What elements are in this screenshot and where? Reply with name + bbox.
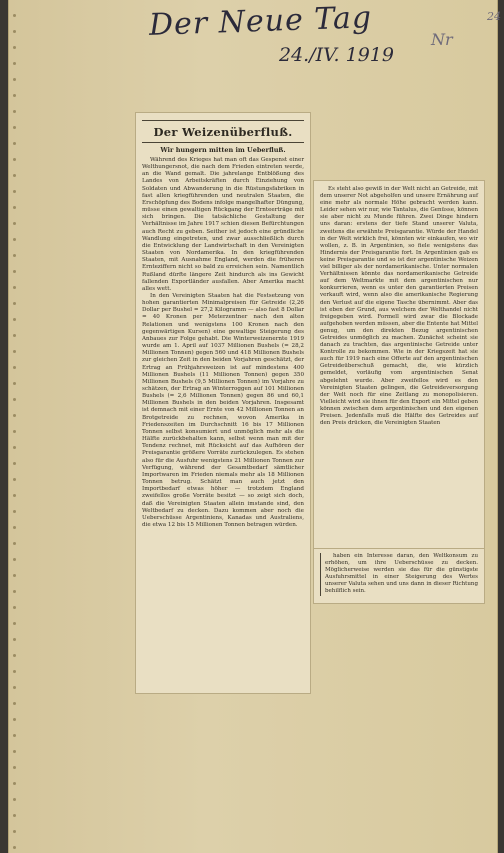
perforation-dot [13, 238, 16, 241]
perforation-dot [13, 414, 16, 417]
perforation-dot [13, 830, 16, 833]
perforation-dot [13, 302, 16, 305]
perforation-dot [13, 526, 16, 529]
perforation-dot [13, 510, 16, 513]
perforation-dot [13, 142, 16, 145]
perforation-dot [13, 190, 16, 193]
perforation-dot [13, 78, 16, 81]
perforation-dot [13, 110, 16, 113]
perforation-dot [13, 350, 16, 353]
top-rule [142, 120, 304, 121]
perforation-dot [13, 254, 16, 257]
perforation-dot [13, 782, 16, 785]
perforation-dot [13, 670, 16, 673]
perforation-dot [13, 270, 16, 273]
perforation-dot [13, 542, 16, 545]
perforation-dot [13, 382, 16, 385]
clipping-main-column [135, 112, 311, 694]
article-subhead: Wir hungern mitten im Ueberfluß. [160, 146, 286, 154]
perforation-dot [13, 430, 16, 433]
continuation-body [320, 186, 478, 427]
perforation-dot [13, 846, 16, 849]
perforation-dot [13, 462, 16, 465]
perforation-dot [13, 606, 16, 609]
perforation-dot [13, 318, 16, 321]
perforation-dot [13, 622, 16, 625]
perforation-dot [13, 478, 16, 481]
clipping-continuation-column [313, 180, 485, 560]
perforation-dot [13, 222, 16, 225]
perforation-dot [13, 334, 16, 337]
perforation-dot [13, 590, 16, 593]
perforation-dot [13, 62, 16, 65]
perforation-dot [13, 702, 16, 705]
perforation-dot [13, 94, 16, 97]
article-body [142, 157, 304, 529]
handwritten-date: 24./IV. 1919 [279, 44, 394, 66]
perforation-dot [13, 126, 16, 129]
perforation-dot [13, 718, 16, 721]
boxed-body [320, 553, 478, 596]
perforation-dot [13, 558, 16, 561]
perforation-dot [13, 158, 16, 161]
perforation-dot [13, 286, 16, 289]
article-headline: Der Weizenüberfluß. [153, 125, 293, 139]
perforation-dot [13, 814, 16, 817]
headline-rule [142, 142, 304, 143]
perforation-dot [13, 798, 16, 801]
archive-sheet [8, 0, 501, 853]
handwritten-page-number: 24 [487, 10, 501, 23]
perforation-dot [13, 398, 16, 401]
article-paragraph-2: In den Vereinigten Staaten hat die Festsetzung von hohen garantierten Minimalpreisen für Getreide (2,26 Dollar per Bushel = 27,2 Kilogramm — also fast 8 Dollar = 40 Kronen per Meterzentner nach den alten Relationen und wenigstens 100 Kronen nach den gegenwärtigen Kursen) eine gewaltige Steigerung des Anbaues zur Folge gehabt. Die Winterweizenernte 1919 wurde am 1. April auf 1037 Millionen Bushels (= 28,2 Millionen Tonnen) gegen 560 und 418 Millionen Bushels zur gleichen Zeit in den beiden Vorjahren geschätzt, der Ertrag an Frühjahrsweizen ist auf mindestens 400 Millionen Bushels (11 Millionen Tonnen) gegen 350 Millionen Bushels (9,5 Millionen Tonnen) im Vorjahre zu schätzen, der Ertrag an Winterroggen auf 101 Millionen Bushels (= 2,6 Millionen Tonnen) gegen 86 und 60,1 Millionen Bushels in den beiden Vorjahren. Insgesamt ist demnach mit einer Ernte von 42 Millionen Tonnen an Brotgetreide zu rechnen, wovon Amerika in Friedenszeiten im Durchschnitt 16 bis 17 Millionen Tonnen selbst konsumiert und unmöglich mehr als die Hälfte zurückbehalten kann, selbst wenn man mit der Tendenz rechnet, mit Rücksicht auf das Aufhören der Preisgarantie größere Vorräte zurückzulegen. Es stehen also für die Ausfuhr wenigstens 21 Millionen Tonnen zur Verfügung, während der Gesamtbedarf sämtlicher Importwaren im Frieden niemals mehr als 18 Millionen Tonnen betrug. Schätzt man auch jetzt den Importbedarf etwas höher — trotzdem England zweifellos große Vorräte besitzt — so zeigt sich doch, daß die Vereinigten Staaten allein imstande sind, den Weltbedarf zu decken. Dazu kommen aber noch die Ueberschüsse Argentiniens, Kanadas und Australiens, die etwa 12 bis 15 Millionen Tonnen betragen würden. [142, 292, 304, 528]
article-paragraph-1: Während des Krieges hat man oft das Gespenst einer Welthungersnot, die nach dem Frieden eintreten werde, an die Wand gemalt. Die jahrelange Entblößung des Landes von Arbeitskräften durch Einziehung von Soldaten und Abwanderung in die Rüstungsfabriken in fast allen kriegführenden und neutralen Staaten, die Erschöpfung des Bodens infolge mangelhafter Düngung, müsse einen gewaltigen Rückgang der Ernteerträge mit sich bringen. Die tatsächliche Gestaltung der Verhältnisse im Jahre 1917 schien diesen Befürchtungen auch Recht zu geben. Seither ist jedoch eine gründliche Wandlung eingetreten, und zwar ausschließlich durch die Entwicklung der Landwirtschaft in den Vereinigten Staaten von Nordamerika. In den kriegführenden Staaten, mit Ausnahme England, werden die früheren Ernteziffern nicht so bald zu erreichen sein. Namentlich Rußland dürfte längere Zeit hindurch als ins Gewicht fallenden Exportländer ausfallen. Aber Amerika macht alles wett. [142, 157, 304, 292]
perforation-dot [13, 766, 16, 769]
perforation-dot [13, 750, 16, 753]
perforation-dot [13, 30, 16, 33]
perforation-dot [13, 638, 16, 641]
handwritten-ref: Nr [431, 30, 453, 49]
perforation-dot [13, 734, 16, 737]
continuation-paragraph: Es steht also gewiß in der Welt nicht an Getreide, mit dem unserer Not abgeholfen und unsere Ernährung auf eine mehr als normale Höhe gebracht werden kann. Leider sehen wir nur, wie Tantalus, die Genüsse, können sie aber nicht zu Munde führen. Zwei Dinge hindern uns daran: erstens der tiefe Stand unserer Valuta, zweitens die erwähnte Preisgarantie. Würde der Handel in der Welt wirklich frei, könnten wir einkaufen, wo wir wollen, z. B. in Argentinien, so fiele wenigstens das Hindernis der Preisgarantie fort. In Argentinien gab es keine Preisgarantie und so ist der argentinische Weizen viel billiger als der nordamerikanische. Unter normalen Verhältnissen könnte das nordamerikanische Getreide auf dem Weltmarkte mit dem argentinischen nur konkurrieren, wenn es unter den garantierten Preisen verkauft wird, wenn also die amerikanische Regierung den Verlust auf die eigene Tasche übernimmt. Aber das ist eben der Grund, aus welchem der Welthandel nicht freigegeben wird. Formell wird zwar die Blockade aufgehoben werden müssen, aber die Entente hat Mittel genug, um den direkten Bezug argentinischen Getreides unmöglich zu machen. Zunächst scheint sie danach zu trachten, das argentinische Getreide unter Kontrolle zu bekommen. Wie in der Kriegszeit hat sie auch für 1919 nach eine Offerte auf den argentinischen Getreideüberschuß gemacht, die, wie kürzlich gemeldet, vorläufig vom argentinischen Senat abgelehnt wurde. Aber zweifellos wird es den Vereinigten Staaten gelingen, die Getreideversorgung der Welt noch für eine Zeitlang zu monopolisieren. Vielleicht wird sie ihnen für den Export ein Mittel geben können zwischen dem argentinischen und den eigenen Preisen. Jedenfalls muß die Hälfte des Getreides auf den Preis drücken, die Vereinigten Staaten [320, 186, 479, 427]
perforation-dot [13, 14, 16, 17]
perforation-dot [13, 206, 16, 209]
perforation-dot [13, 366, 16, 369]
handwritten-masthead: Der Neue Tag [148, 0, 373, 43]
perforation-dot [13, 446, 16, 449]
perforation-dots [13, 0, 19, 853]
perforation-dot [13, 174, 16, 177]
perforation-dot [13, 494, 16, 497]
perforation-dot [13, 574, 16, 577]
boxed-paragraph: haben ein Interesse daran, den Weltkonsum zu erhöhen, um ihre Ueberschüsse zu decken. Möglicherweise werden sie das für die günstigste Ausfuhrsmittel in einer Steigerung des Wertes unserer Valuta sehen und uns dann in dieser Richtung behilflich sein. [325, 553, 478, 595]
perforation-dot [13, 654, 16, 657]
perforation-dot [13, 686, 16, 689]
clipping-boxed-paragraph [313, 548, 485, 604]
perforation-dot [13, 46, 16, 49]
